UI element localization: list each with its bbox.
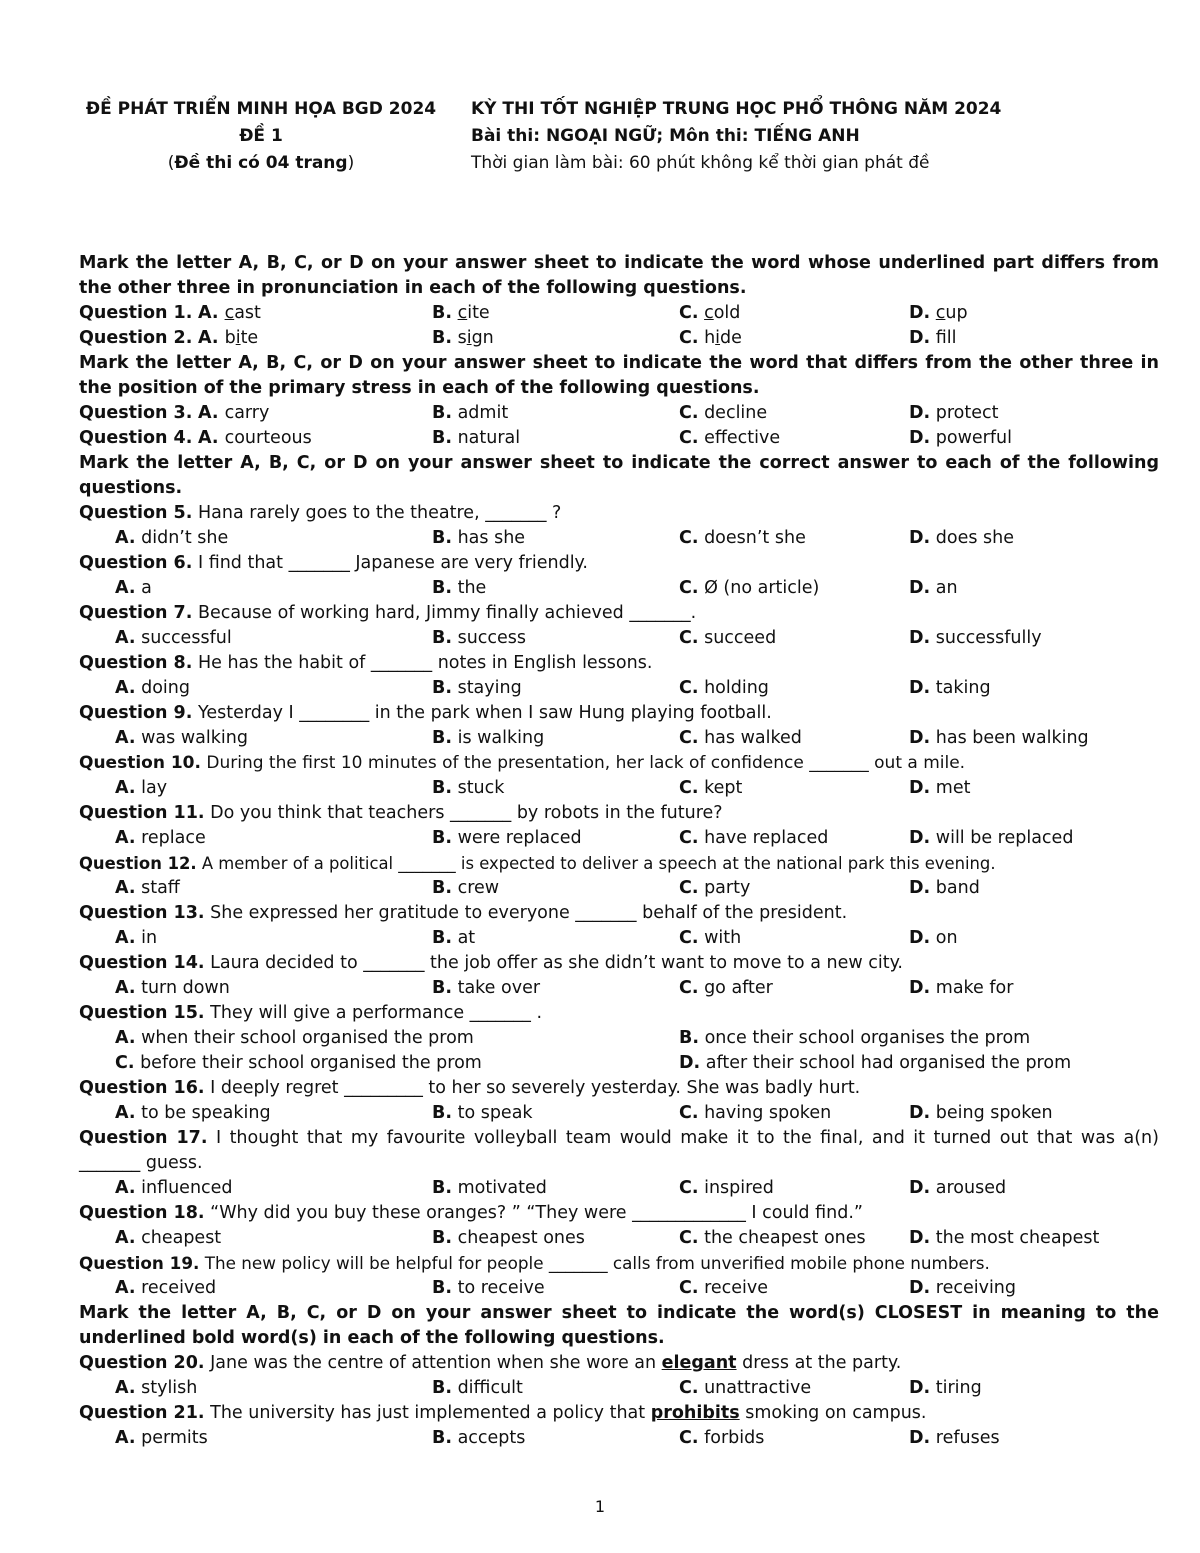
q17-option-b: B. motivated xyxy=(432,1178,547,1198)
q5-option-d: D. does she xyxy=(909,528,1015,548)
q10-options xyxy=(79,776,1159,801)
q21-option-a: A. permits xyxy=(115,1428,208,1448)
q8-stem: He has the habit of _______ notes in English lessons. xyxy=(197,653,653,673)
question-20: Question 20. Jane was the centre of attention when she wore an elegant dress at the party. xyxy=(79,1353,902,1373)
q16-options xyxy=(79,1101,1159,1126)
q13-stem: She expressed her gratitude to everyone _______ behalf of the president. xyxy=(210,903,848,923)
q6-option-c: C. Ø (no article) xyxy=(679,578,820,598)
question-4: Question 4. A. courteous B. natural C. effective D. powerful xyxy=(79,426,1159,451)
q20-option-d: D. tiring xyxy=(909,1378,982,1398)
question-6: Question 6. I find that _______ Japanese are very friendly. xyxy=(79,553,588,573)
q21-option-b: B. accepts xyxy=(432,1428,526,1448)
question-12: Question 12. A member of a political _______ is expected to deliver a speech at the national park this evening. xyxy=(79,854,996,873)
q20-option-a: A. stylish xyxy=(115,1378,198,1398)
q4-option-d: D. powerful xyxy=(909,428,1012,448)
q14-options xyxy=(79,976,1159,1001)
q18-stem: “Why did you buy these oranges? ” “They were _____________ I could find.” xyxy=(210,1203,863,1223)
header-right xyxy=(471,96,1171,177)
q9-option-b: B. is walking xyxy=(432,728,545,748)
q20-option-c: C. unattractive xyxy=(679,1378,812,1398)
q12-option-a: A. staff xyxy=(115,878,180,898)
question-18: Question 18. “Why did you buy these oranges? ” “They were _____________ I could find.” xyxy=(79,1203,863,1223)
q7-option-a: A. successful xyxy=(115,628,232,648)
q18-option-d: D. the most cheapest xyxy=(909,1228,1100,1248)
q14-option-a: A. turn down xyxy=(115,978,230,998)
q2-option-c: C. hide xyxy=(679,328,742,348)
q13-option-b: B. at xyxy=(432,928,476,948)
question-7: Question 7. Because of working hard, Jimmy finally achieved _______. xyxy=(79,603,697,623)
q13-option-a: A. in xyxy=(115,928,158,948)
q1-option-d: D. cup xyxy=(909,303,968,323)
q20-keyword: elegant xyxy=(661,1353,737,1373)
q21-option-d: D. refuses xyxy=(909,1428,1000,1448)
q12-option-c: C. party xyxy=(679,878,751,898)
q18-option-a: A. cheapest xyxy=(115,1228,222,1248)
q16-stem: I deeply regret _________ to her so severely yesterday. She was badly hurt. xyxy=(210,1078,861,1098)
q6-option-a: A. a xyxy=(115,578,152,598)
q4-option-a: courteous xyxy=(224,428,312,448)
section-instruction-pronunciation: Mark the letter A, B, C, or D on your answer sheet to indicate the word whose underlined part differs from the other three in pronunciation in each of the following questions. xyxy=(79,253,1159,298)
q12-option-b: B. crew xyxy=(432,878,500,898)
q5-stem: Hana rarely goes to the theatre, _______ ? xyxy=(197,503,562,523)
q15-option-b: B. once their school organises the prom xyxy=(679,1028,1031,1048)
q14-option-c: C. go after xyxy=(679,978,773,998)
question-2: Question 2. A. bite B. sign C. hide D. fll xyxy=(79,326,1159,351)
q1-option-c: C. cold xyxy=(679,303,741,323)
q10-option-b: B. stuck xyxy=(432,778,505,798)
question-5: Question 5. Hana rarely goes to the theatre, _______ ? xyxy=(79,503,562,523)
page-number: 1 xyxy=(594,1497,606,1516)
q5-option-c: C. doesn’t she xyxy=(679,528,806,548)
q16-option-a: A. to be speaking xyxy=(115,1103,271,1123)
q19-options xyxy=(79,1276,1159,1301)
q9-option-c: C. has walked xyxy=(679,728,802,748)
q2-option-a: bite xyxy=(224,328,259,348)
q15-stem: They will give a performance _______ . xyxy=(210,1003,543,1023)
q19-option-c: C. receive xyxy=(679,1278,769,1298)
q17-option-a: A. influenced xyxy=(115,1178,233,1198)
q16-option-b: B. to speak xyxy=(432,1103,533,1123)
q11-option-d: D. will be replaced xyxy=(909,828,1074,848)
q7-stem: Because of working hard, Jimmy finally achieved _______. xyxy=(197,603,697,623)
q16-option-c: C. having spoken xyxy=(679,1103,832,1123)
q2-option-b: B. sign xyxy=(432,328,494,348)
header-left-line2: ĐỀ 1 xyxy=(239,126,283,146)
q4-option-b: B. natural xyxy=(432,428,521,448)
q12-stem: A member of a political _______ is expected to deliver a speech at the national park this evening. xyxy=(201,854,996,873)
q11-option-c: C. have replaced xyxy=(679,828,829,848)
q8-option-c: C. holding xyxy=(679,678,769,698)
section-instruction-correct: Mark the letter A, B, C, or D on your answer sheet to indicate the correct answer to each of the following questions. xyxy=(79,453,1159,498)
q12-option-d: D. band xyxy=(909,878,980,898)
q3-option-b: B. admit xyxy=(432,403,509,423)
q21-keyword: prohibits xyxy=(650,1403,740,1423)
q5-option-b: B. has she xyxy=(432,528,526,548)
q10-option-a: A. lay xyxy=(115,778,168,798)
q5-option-a: A. didn’t she xyxy=(115,528,229,548)
header-right-line1: KỲ THI TỐT NGHIỆP TRUNG HỌC PHỔ THÔNG NĂM 2024 xyxy=(471,99,1002,119)
question-8: Question 8. He has the habit of _______ notes in English lessons. xyxy=(79,653,653,673)
q14-stem: Laura decided to _______ the job offer as she didn’t want to move to a new city. xyxy=(210,953,903,973)
header-left-line3: (Đề thi có 04 trang) xyxy=(167,153,355,173)
q3-option-d: D. protect xyxy=(909,403,999,423)
q11-option-a: A. replace xyxy=(115,828,206,848)
q11-option-b: B. were replaced xyxy=(432,828,582,848)
q20-option-b: B. difficult xyxy=(432,1378,523,1398)
q11-options xyxy=(79,826,1159,851)
q6-option-b: B. the xyxy=(432,578,487,598)
q21-options xyxy=(79,1426,1159,1451)
question-11: Question 11. Do you think that teachers _______ by robots in the future? xyxy=(79,803,723,823)
q10-option-c: C. kept xyxy=(679,778,743,798)
header-left xyxy=(80,96,442,177)
q15-option-c: C. before their school organised the prom xyxy=(115,1053,482,1073)
q5-options xyxy=(79,526,1159,551)
q3-option-c: C. decline xyxy=(679,403,768,423)
q7-options xyxy=(79,626,1159,651)
section-instruction-stress: Mark the letter A, B, C, or D on your answer sheet to indicate the word that differs from the other three in the position of the primary stress in each of the following questions. xyxy=(79,353,1159,398)
q10-option-d: D. met xyxy=(909,778,971,798)
section-instruction-closest: Mark the letter A, B, C, or D on your answer sheet to indicate the word(s) CLOSEST in meaning to the underlined bold word(s) in each of the following questions. xyxy=(79,1303,1159,1348)
q14-option-d: D. make for xyxy=(909,978,1014,998)
question-19: Question 19. The new policy will be helpful for people _______ calls from unverified mobile phone numbers. xyxy=(79,1253,990,1273)
question-3: Question 3. A. carry B. admit C. decline D. protect xyxy=(79,401,1159,426)
question-13: Question 13. She expressed her gratitude to everyone _______ behalf of the president. xyxy=(79,903,848,923)
q8-option-d: D. taking xyxy=(909,678,991,698)
q18-options xyxy=(79,1226,1159,1251)
q17-option-c: C. inspired xyxy=(679,1178,774,1198)
question-21: Question 21. The university has just implemented a policy that prohibits smoking on campus. xyxy=(79,1403,927,1423)
q17-options xyxy=(79,1176,1159,1201)
question-15: Question 15. They will give a performance _______ . xyxy=(79,1003,543,1023)
question-16: Question 16. I deeply regret _________ to her so severely yesterday. She was badly hurt. xyxy=(79,1078,861,1098)
q15-option-a: A. when their school organised the prom xyxy=(115,1028,474,1048)
q20-options xyxy=(79,1376,1159,1401)
q9-stem: Yesterday I ________ in the park when I saw Hung playing football. xyxy=(197,703,772,723)
q9-options xyxy=(79,726,1159,751)
q6-stem: I find that _______ Japanese are very friendly. xyxy=(197,553,588,573)
q19-option-d: D. receiving xyxy=(909,1278,1017,1298)
exam-content xyxy=(79,251,1159,1451)
q18-option-b: B. cheapest ones xyxy=(432,1228,585,1248)
question-14: Question 14. Laura decided to _______ the job offer as she didn’t want to move to a new city. xyxy=(79,953,903,973)
q8-option-b: B. staying xyxy=(432,678,522,698)
header-right-line2: Bài thi: NGOẠI NGỮ; Môn thi: TIẾNG ANH xyxy=(471,126,860,146)
q13-option-c: C. with xyxy=(679,928,742,948)
q8-option-a: A. doing xyxy=(115,678,190,698)
q9-option-a: A. was walking xyxy=(115,728,248,748)
q17-stem: I thought that my favourite volleyball team would make it to the final, and it turned out that was a(n) _______ guess. xyxy=(79,1128,1159,1173)
q10-stem: During the first 10 minutes of the presentation, her lack of confidence _______ out a mile. xyxy=(206,753,966,773)
question-17: Question 17. I thought that my favourite volleyball team would make it to the final, and it turned out that was a(n) _______ guess. xyxy=(79,1128,1159,1173)
q11-stem: Do you think that teachers _______ by robots in the future? xyxy=(210,803,723,823)
q15-option-d: D. after their school had organised the prom xyxy=(679,1053,1072,1073)
q15-options-row1 xyxy=(79,1026,1159,1051)
q13-option-d: D. on xyxy=(909,928,958,948)
q19-option-a: A. received xyxy=(115,1278,217,1298)
q16-option-d: D. being spoken xyxy=(909,1103,1053,1123)
q19-option-b: B. to receive xyxy=(432,1278,545,1298)
q9-option-d: D. has been walking xyxy=(909,728,1089,748)
q4-option-c: C. effective xyxy=(679,428,781,448)
q7-option-d: D. successfully xyxy=(909,628,1042,648)
q1-option-a: cast xyxy=(224,303,261,323)
q3-option-a: carry xyxy=(224,403,270,423)
q14-option-b: B. take over xyxy=(432,978,541,998)
q19-stem: The new policy will be helpful for people _______ calls from unverified mobile phone numbers. xyxy=(204,1253,990,1273)
header-left-line1: ĐỀ PHÁT TRIỂN MINH HỌA BGD 2024 xyxy=(85,99,437,119)
header-right-line3: Thời gian làm bài: 60 phút không kể thời gian phát đề xyxy=(471,153,930,173)
q6-option-d: D. an xyxy=(909,578,958,598)
q15-options-row2 xyxy=(79,1051,1159,1076)
q8-options xyxy=(79,676,1159,701)
q7-option-c: C. succeed xyxy=(679,628,777,648)
q2-option-d: D. fll xyxy=(909,328,957,348)
q1-option-b: B. cite xyxy=(432,303,490,323)
q12-options xyxy=(79,876,1159,901)
q7-option-b: B. success xyxy=(432,628,527,648)
q18-option-c: C. the cheapest ones xyxy=(679,1228,866,1248)
question-10: Question 10. During the first 10 minutes of the presentation, her lack of confidence _______ out a mile. xyxy=(79,753,966,773)
q21-option-c: C. forbids xyxy=(679,1428,765,1448)
question-1: Question 1. A. cast B. cite C. cold D. cup xyxy=(79,301,1159,326)
question-9: Question 9. Yesterday I ________ in the park when I saw Hung playing football. xyxy=(79,703,772,723)
q6-options xyxy=(79,576,1159,601)
q13-options xyxy=(79,926,1159,951)
q17-option-d: D. aroused xyxy=(909,1178,1007,1198)
